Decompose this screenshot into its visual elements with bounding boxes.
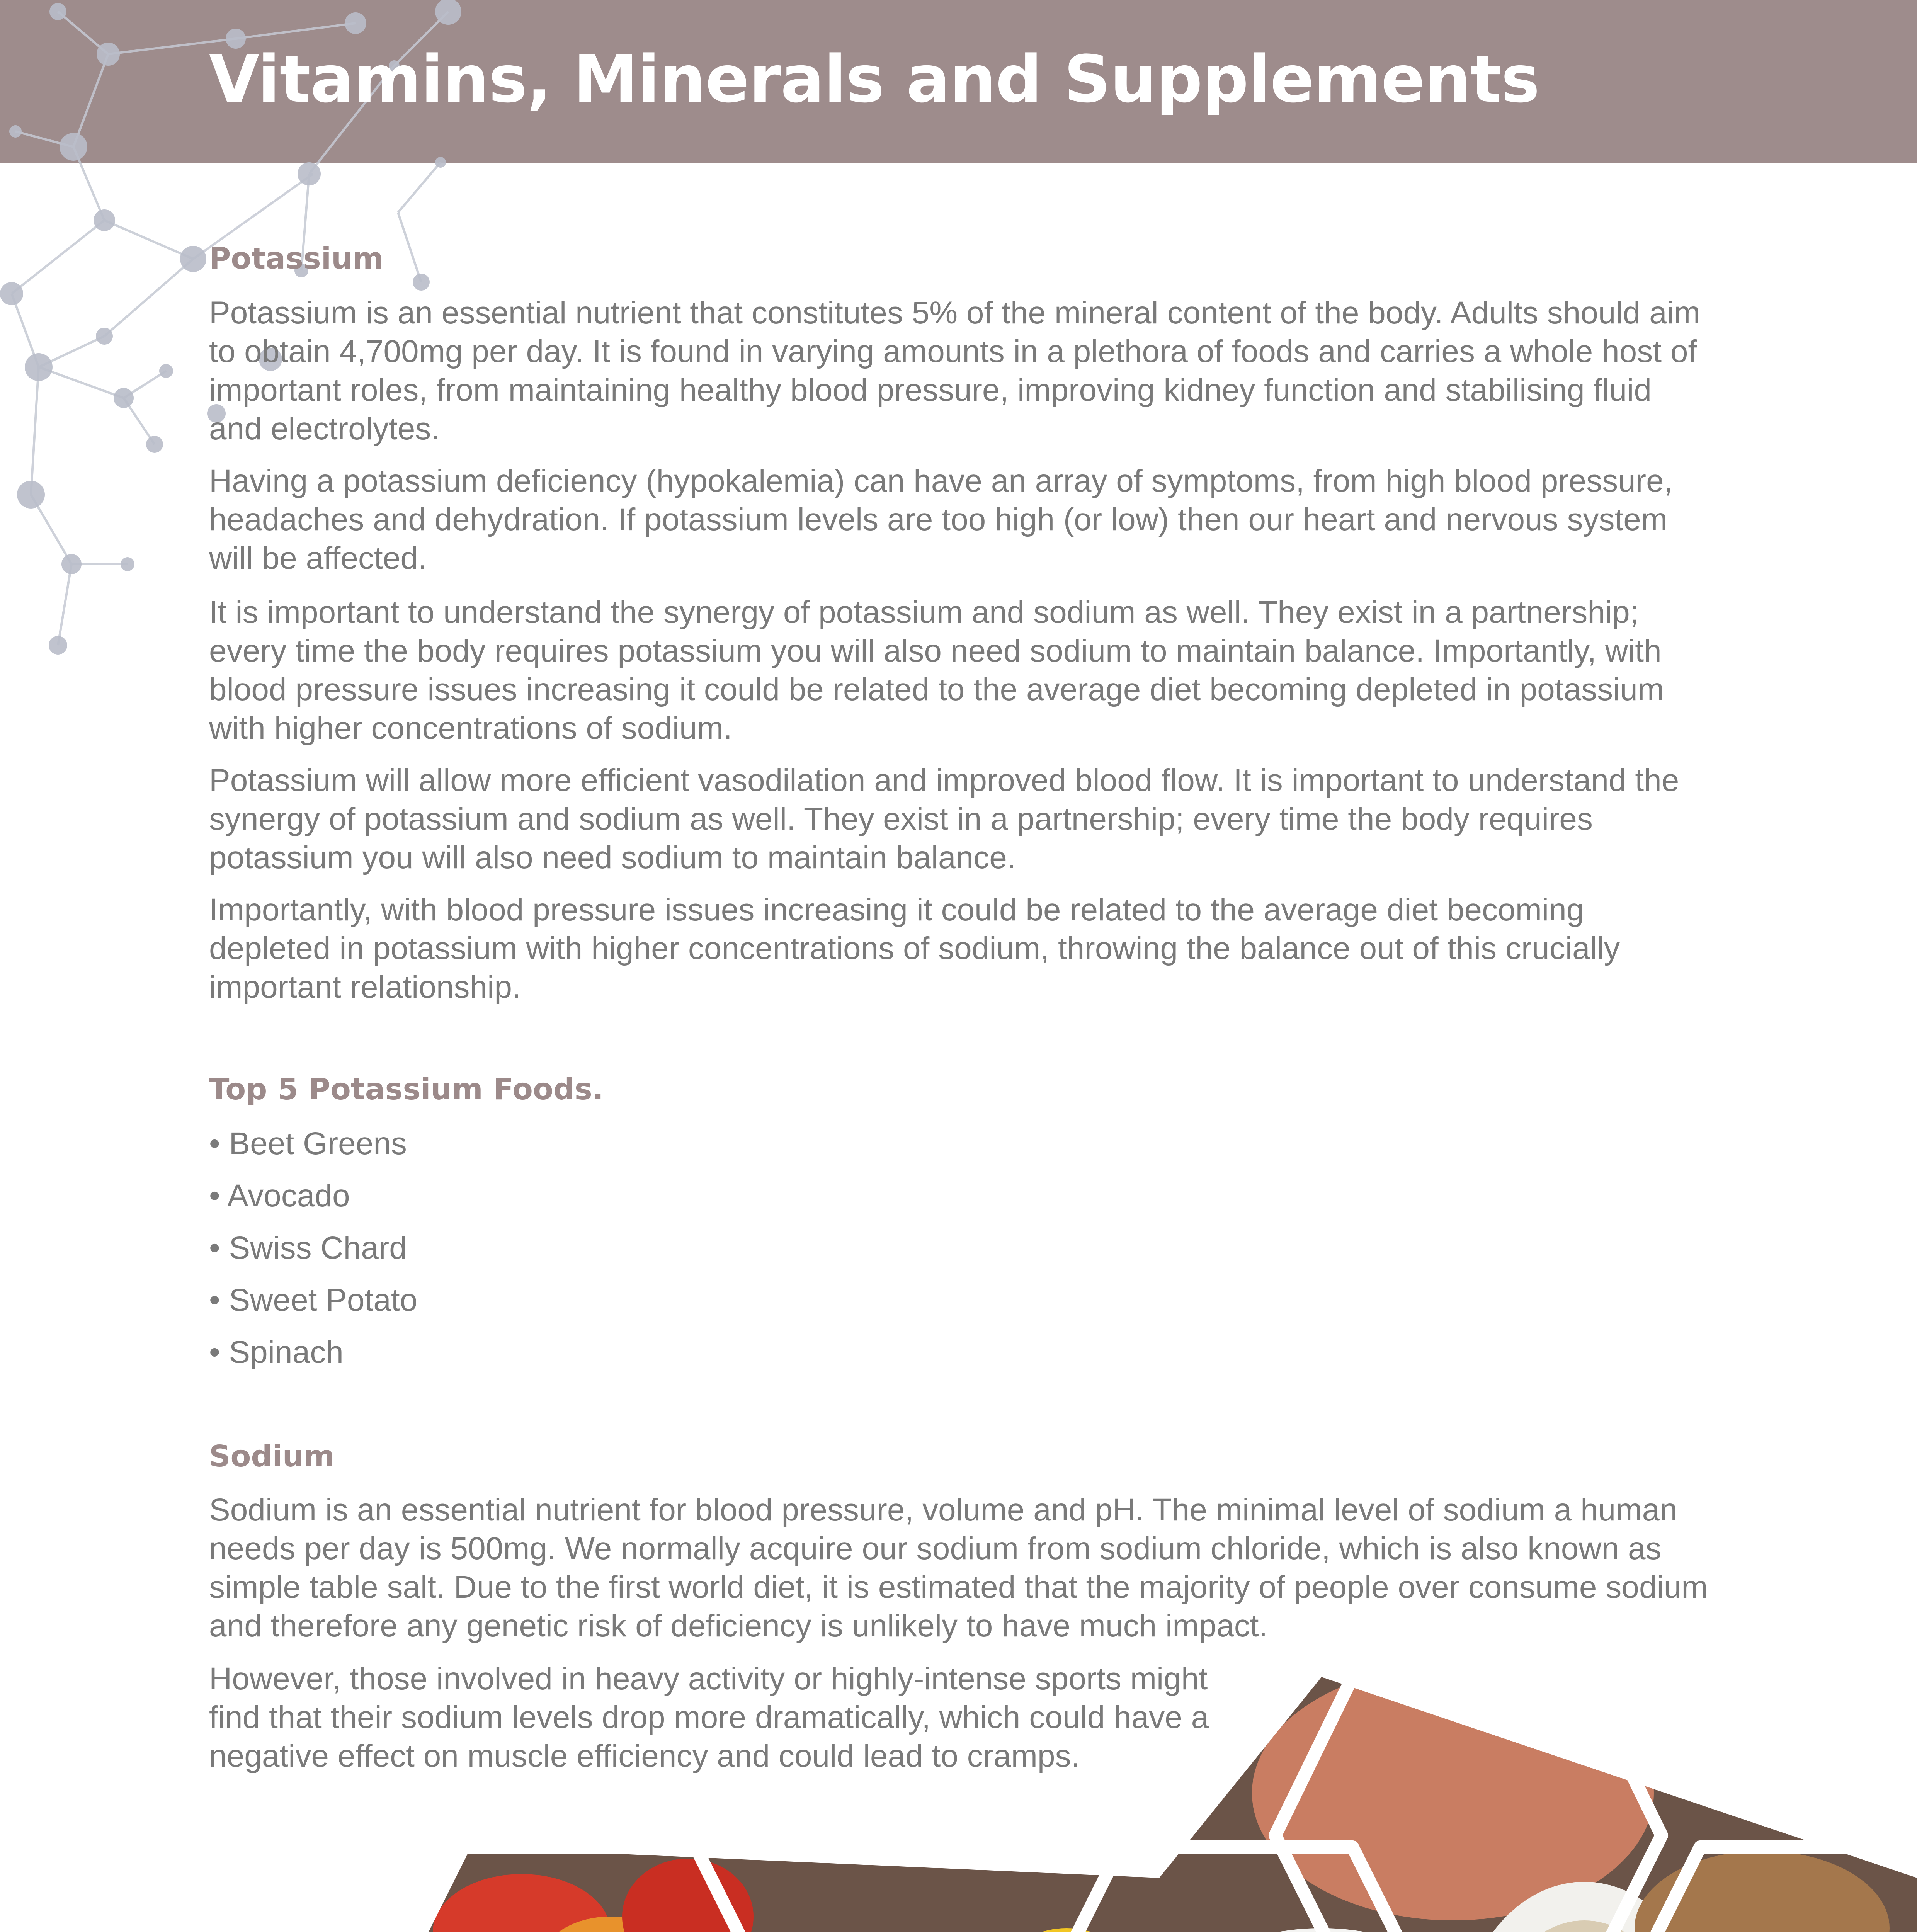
sodium-paragraph: Sodium is an essential nutrient for blood pressure, volume and pH. The minimal level of sodium a human needs per day is 500mg. We normally acquire our sodium from sodium chloride, which is also known as simple table salt. Due to the first world diet, it is estimated that the majority of people over consume sodium and therefore any genetic risk of deficiency is unlikely to have much impact. [209,1492,1708,1643]
top-foods-heading: Top 5 Potassium Foods. [209,1072,604,1107]
potassium-paragraph: Potassium is an essential nutrient that constitutes 5% of the mineral content of the body. Adults should aim to obtain 4,700mg per day. It is found in varying amounts in a plethora of foods and carries a whole host of important roles, from maintaining healthy blood pressure, improving kidney function and stabilising fluid and electrolytes. [209,295,1701,446]
food-list-item: • Swiss Chard [209,1230,407,1265]
potassium-heading: Potassium [209,242,384,276]
page-title: Vitamins, Minerals and Supplements [209,41,1539,117]
potassium-paragraph: It is important to understand the synergy of potassium and sodium as well. They exist in a partnership; every time the body requires potassium you will also need sodium to maintain balance. Importantly, with blood pressure issues increasing it could be related to the average diet becoming depleted in potassium with higher concentrations of sodium. [209,595,1664,746]
food-list-item: • Sweet Potato [209,1282,418,1318]
food-list-item: • Avocado [209,1178,350,1213]
sodium-paragraph: However, those involved in heavy activity or highly-intense sports might find that their sodium levels drop more dramatically, which could have a negative effect on muscle efficiency and could lead to cramps. [209,1661,1209,1774]
potassium-paragraph: Having a potassium deficiency (hypokalemia) can have an array of symptoms, from high blood pressure, headaches and dehydration. If potassium levels are too high (or low) then our heart and nervous system will be affected. [209,463,1673,576]
sodium-heading: Sodium [209,1439,335,1474]
potassium-paragraph: Importantly, with blood pressure issues increasing it could be related to the average diet becoming depleted in potassium with higher concentrations of sodium, throwing the balance out of this crucially important relationship. [209,892,1620,1005]
potassium-paragraph: Potassium will allow more efficient vasodilation and improved blood flow. It is important to understand the synergy of potassium and sodium as well. They exist in a partnership; every time the body requires potassium you will also need sodium to maintain balance. [209,763,1679,875]
food-list-item: • Beet Greens [209,1126,407,1161]
food-list-item: • Spinach [209,1335,344,1370]
